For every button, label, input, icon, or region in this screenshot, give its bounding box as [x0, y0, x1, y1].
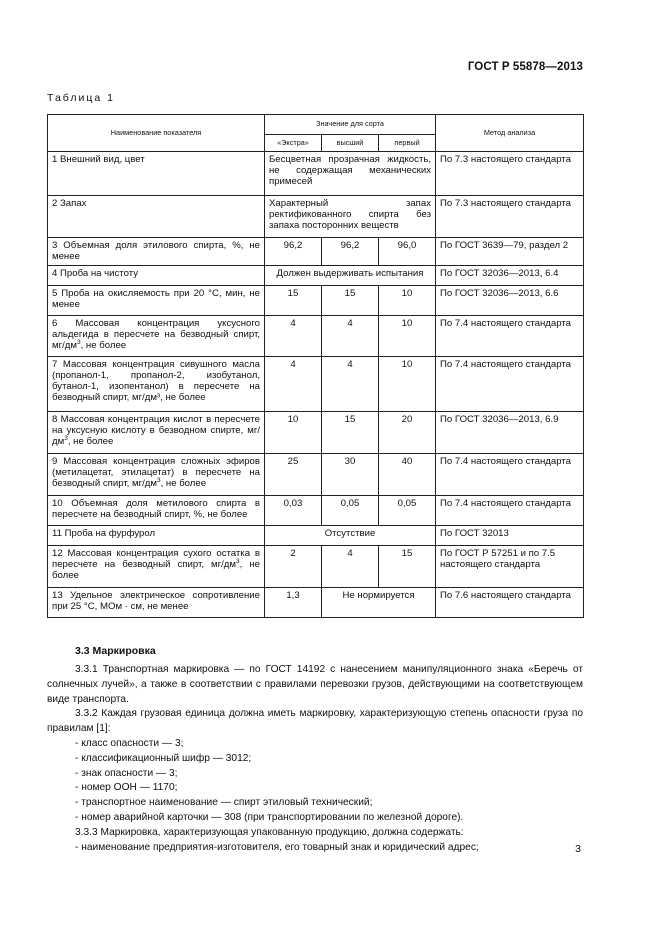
header-grade-first: первый	[379, 135, 436, 152]
row-value-higher: 15	[322, 286, 379, 316]
row-method: По 7.3 настоящего стандарта	[436, 196, 584, 238]
row-value: Отсутствие	[265, 526, 436, 546]
row-method: По 7.4 настоящего стандарта	[436, 454, 584, 496]
row-method: По ГОСТ Р 57251 и по 7.5 настоящего стандарта	[436, 546, 584, 588]
table-row	[48, 496, 584, 526]
row-name: 7 Массовая концентрация сивушного масла (пропанол-1, пропанол-2, изобутанол, бутанол-1, изопентанол) в пересчете на безводный спирт, мг/дм³, не более	[48, 357, 265, 412]
page-number: 3	[575, 843, 581, 855]
row-name: 4 Проба на чистоту	[48, 266, 265, 286]
row-method: По ГОСТ 3639—79, раздел 2	[436, 238, 584, 266]
list-item: - классификационный шифр — 3012;	[75, 752, 252, 764]
list-item: - класс опасности — 3;	[75, 737, 184, 749]
paragraph-3-3-3: 3.3.3 Маркировка, характеризующая упакованную продукцию, должна содержать:	[75, 826, 464, 838]
table-row	[48, 196, 584, 238]
header-method: Метод анализа	[436, 115, 584, 152]
row-name: 10 Объемная доля метилового спирта в пересчете на безводный спирт, %, не более	[48, 496, 265, 526]
row-value: Бесцветная прозрачная жидкость, не содержащая механических примесей	[265, 152, 436, 196]
row-value-higher: 4	[322, 546, 379, 588]
row-value-higher: 4	[322, 357, 379, 412]
table-row	[48, 357, 584, 412]
row-value-not-normalized: Не нормируется	[322, 588, 436, 618]
row-name: 1 Внешний вид, цвет	[48, 152, 265, 196]
paragraph-3-3-2: 3.3.2 Каждая грузовая единица должна иметь маркировку, характеризующую степень опасности груза по правилам [1]:	[47, 708, 583, 735]
row-method: По 7.4 настоящего стандарта	[436, 316, 584, 357]
row-value-first: 96,0	[379, 238, 436, 266]
row-method: По ГОСТ 32036—2013, 6.4	[436, 266, 584, 286]
row-value-higher: 96,2	[322, 238, 379, 266]
row-method: По 7.3 настоящего стандарта	[436, 152, 584, 196]
header-grade-higher: высший	[322, 135, 379, 152]
section-body	[47, 663, 583, 855]
row-value-higher: 30	[322, 454, 379, 496]
row-name: 5 Проба на окисляемость при 20 °С, мин, не менее	[48, 286, 265, 316]
row-value-first: 15	[379, 546, 436, 588]
document-code: ГОСТ Р 55878—2013	[467, 61, 583, 73]
row-name: 6 Массовая концентрация уксусного альдегида в пересчете на безводный спирт, $мг/дм^3$, не более	[48, 316, 265, 357]
table-row	[48, 238, 584, 266]
row-method: По ГОСТ 32036—2013, 6.6	[436, 286, 584, 316]
list-item: - наименование предприятия-изготовителя, его товарный знак и юридический адрес;	[75, 841, 479, 853]
list-item: - знак опасности — 3;	[75, 767, 178, 779]
specification-table	[47, 114, 584, 618]
list-item: - номер аварийной карточки — 308 (при транспортировании по железной дороге).	[75, 811, 464, 823]
row-value-first: 10	[379, 286, 436, 316]
row-value-first: 10	[379, 357, 436, 412]
row-value-extra: 10	[265, 412, 322, 454]
row-value-higher: 15	[322, 412, 379, 454]
table-row	[48, 588, 584, 618]
row-value-higher: 0,05	[322, 496, 379, 526]
header-grade-extra: «Экстра»	[265, 135, 322, 152]
row-value-extra: 15	[265, 286, 322, 316]
row-value-first: 40	[379, 454, 436, 496]
list-item: - транспортное наименование — спирт этиловый технический;	[75, 797, 373, 809]
row-value-first: 20	[379, 412, 436, 454]
row-method: По 7.6 настоящего стандарта	[436, 588, 584, 618]
row-method: По ГОСТ 32036—2013, 6.9	[436, 412, 584, 454]
row-name: 8 Массовая концентрация кислот в пересчете на уксусную кислоту в безводном спирте, $мг/дм^3$, не более	[48, 412, 265, 454]
table-row	[48, 286, 584, 316]
row-value-extra: 1,3	[265, 588, 322, 618]
table-row	[48, 454, 584, 496]
table-caption: Таблица 1	[47, 92, 115, 104]
row-value: Характерный запах ректификованного спирта без запаха посторонних веществ	[265, 196, 436, 238]
row-name: 11 Проба на фурфурол	[48, 526, 265, 546]
header-name: Наименование показателя	[48, 115, 265, 152]
row-value-extra: 2	[265, 546, 322, 588]
table-row	[48, 546, 584, 588]
row-value-extra: 4	[265, 357, 322, 412]
table-row	[48, 266, 584, 286]
row-value-extra: 25	[265, 454, 322, 496]
list-item: - номер ООН — 1170;	[75, 782, 178, 794]
row-value-first: 0,05	[379, 496, 436, 526]
paragraph-3-3-1: 3.3.1 Транспортная маркировка — по ГОСТ 14192 с нанесением манипуляционного знака «Беречь от солнечных лучей», а также в соответствии с правилами перевозки грузов, действующими на соответствующем виде транспорта.	[47, 664, 583, 705]
table-row	[48, 316, 584, 357]
table-row	[48, 152, 584, 196]
row-name: 2 Запах	[48, 196, 265, 238]
table-row	[48, 526, 584, 546]
table-row	[48, 412, 584, 454]
row-method: По ГОСТ 32013	[436, 526, 584, 546]
row-method: По 7.4 настоящего стандарта	[436, 496, 584, 526]
section-title: 3.3 Маркировка	[75, 645, 156, 657]
row-value-extra: 4	[265, 316, 322, 357]
row-value-higher: 4	[322, 316, 379, 357]
row-value: Должен выдерживать испытания	[265, 266, 436, 286]
row-name: 3 Объемная доля этилового спирта, %, не менее	[48, 238, 265, 266]
row-name: 9 Массовая концентрация сложных эфиров (метилацетат, этилацетат) в пересчете на безводный спирт, $мг/дм^3$, не более	[48, 454, 265, 496]
row-name: 13 Удельное электрическое сопротивление при 25 °С, МОм · см, не менее	[48, 588, 265, 618]
row-value-first: 10	[379, 316, 436, 357]
row-value-extra: 96,2	[265, 238, 322, 266]
header-value-group: Значение для сорта	[265, 115, 436, 135]
row-value-extra: 0,03	[265, 496, 322, 526]
row-method: По 7.4 настоящего стандарта	[436, 357, 584, 412]
row-name: 12 Массовая концентрация сухого остатка в пересчете на безводный спирт, $мг/дм^3$, не более	[48, 546, 265, 588]
